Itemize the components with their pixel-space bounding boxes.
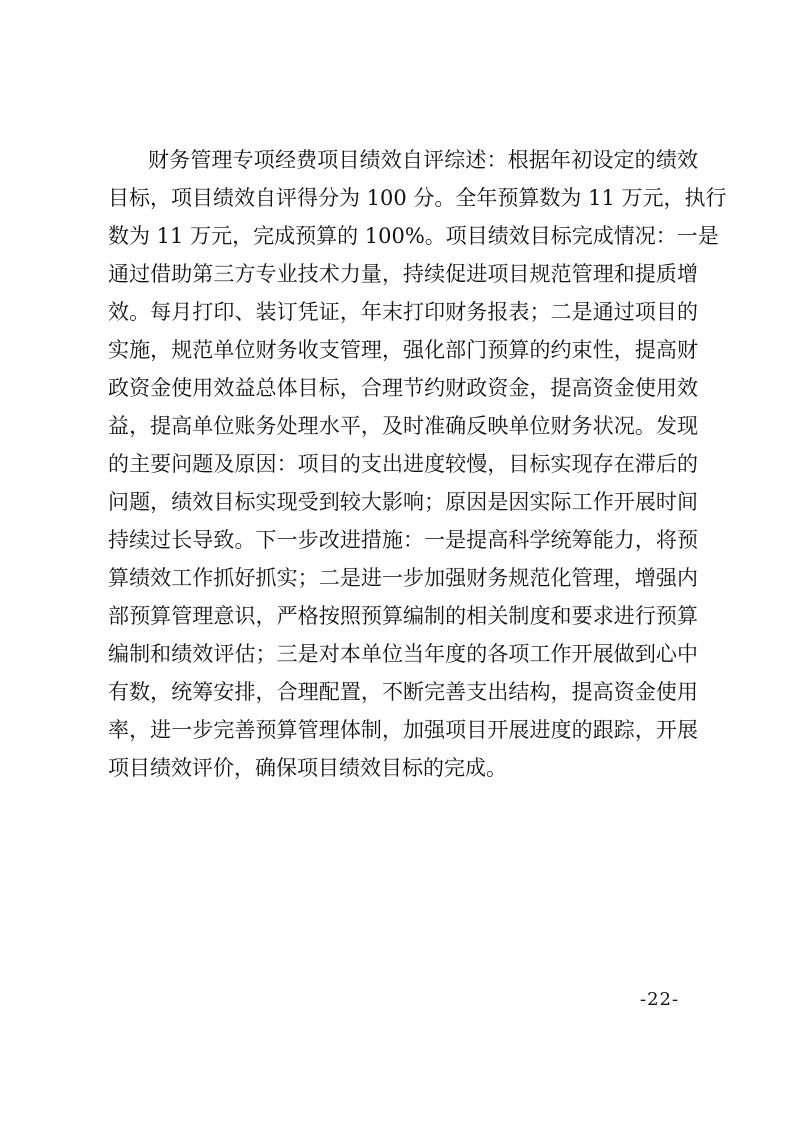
paragraph-line: 持续过长导致。下一步改进措施：一是提高科学统筹能力，将预: [108, 528, 698, 552]
paragraph-line: 通过借助第三方专业技术力量，持续促进项目规范管理和提质增: [108, 262, 698, 286]
paragraph-line: 效。每月打印、装订凭证，年末打印财务报表；二是通过项目的: [108, 300, 698, 324]
paragraph-line: 实施，规范单位财务收支管理，强化部门预算的约束性，提高财: [108, 338, 698, 362]
paragraph-line: 项目绩效评价，确保项目绩效目标的完成。: [108, 756, 507, 780]
paragraph-line: 问题，绩效目标实现受到较大影响；原因是因实际工作开展时间: [108, 490, 698, 514]
paragraph-line: 部预算管理意识，严格按照预算编制的相关制度和要求进行预算: [108, 604, 698, 628]
page-number: -22-: [640, 989, 680, 1010]
summary-paragraph: [108, 141, 727, 787]
paragraph-line: 有数，统筹安排，合理配置，不断完善支出结构，提高资金使用: [108, 680, 698, 704]
paragraph-line: 编制和绩效评估；三是对本单位当年度的各项工作开展做到心中: [108, 642, 698, 666]
paragraph-line: 益，提高单位账务处理水平，及时准确反映单位财务状况。发现: [108, 414, 698, 438]
paragraph-line: 数为 11 万元，完成预算的 100%。项目绩效目标完成情况：一是: [108, 224, 719, 248]
paragraph-line: 算绩效工作抓好抓实；二是进一步加强财务规范化管理，增强内: [108, 566, 698, 590]
paragraph-line: 目标，项目绩效自评得分为 100 分。全年预算数为 11 万元，执行: [108, 186, 727, 210]
paragraph-line: 财务管理专项经费项目绩效自评综述：根据年初设定的绩效: [148, 148, 698, 172]
paragraph-line: 的主要问题及原因：项目的支出进度较慢，目标实现存在滞后的: [108, 452, 698, 476]
paragraph-line: 率，进一步完善预算管理体制，加强项目开展进度的跟踪，开展: [108, 718, 698, 742]
paragraph-line: 政资金使用效益总体目标，合理节约财政资金，提高资金使用效: [108, 376, 698, 400]
